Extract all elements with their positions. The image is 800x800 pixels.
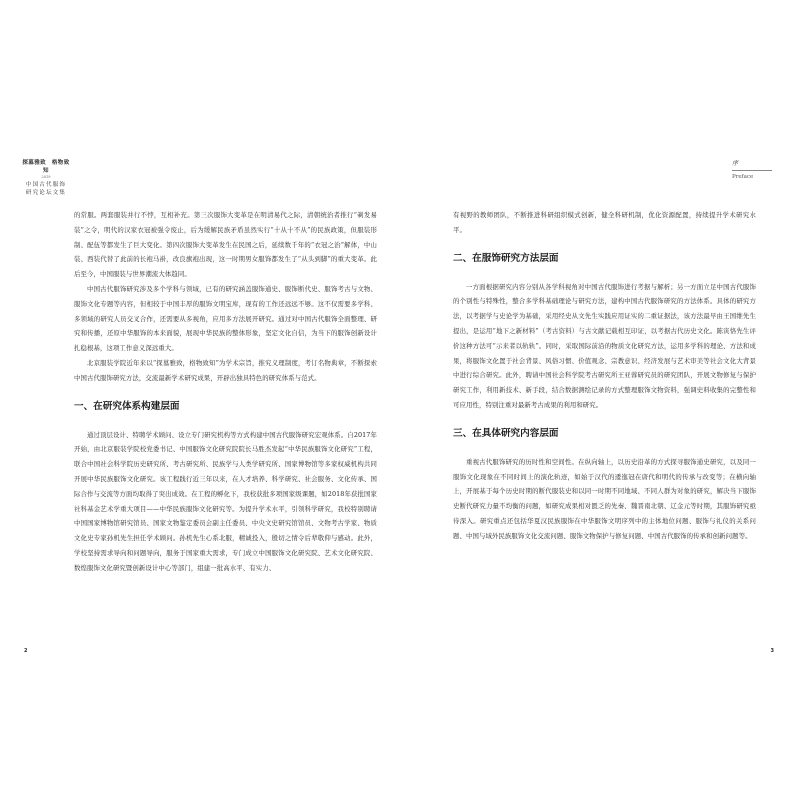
right-running-header — [732, 158, 772, 180]
right-text-column — [453, 208, 756, 544]
left-text-column — [74, 208, 377, 576]
paragraph: 通过顶层设计、特聘学术顾问、设立专门研究机构等方式构建中国古代服饰研究宏观体系。自2017年开始，由北京服装学院校党委书记、中国服饰文化研究院院长马胜杰发起“中华民族服饰文化研究”工程，联合中国社会科学院历史研究所、考古研究所、民族学与人类学研究所、国家博物馆等多家权威机构共同开展中华民族服饰文化研究。该工程践行近三年以来，在人才培养、科学研究、社会服务、文化传承、国际合作与交流等方面均取得了突出成效。在工程的孵化下，我校获批多项国家级课题，如2018年获批国家社科基金艺术学重大项目——中华民族服饰文化研究等。为提升学术水平，引领科学研究，我校特别聘请中国国家博物馆研究馆员、国家文物鉴定委员会副主任委员、中央文史研究馆馆员、文物考古学家、物质文化史专家孙机先生担任学术顾问。孙机先生心系北服，精诚投入，殷切之情令后辈敬仰与感动。此外，学校坚持需求导向和问题导向，服务于国家重大需求，专门成立中国服饰文化研究院、艺术文化研究院、数煌服饰文化研究暨创新设计中心等部门，组建一批高水平、有实力、 — [74, 430, 377, 572]
header-year: 2019 — [41, 175, 51, 179]
section-heading: 二、在服饰研究方法层面 — [453, 252, 559, 264]
header-book-title-2: 研究论坛文集 — [25, 190, 67, 196]
header-motto: 探墓雅致 格物致知 — [22, 160, 70, 174]
page-number: 3 — [770, 648, 774, 654]
right-page — [400, 140, 780, 665]
header-preface-en: Preface — [732, 174, 754, 180]
left-running-header — [20, 158, 72, 196]
header-book-title-1: 中国古代服饰 — [25, 182, 67, 188]
paragraph: 一方面根据研究内容分别从各学科视角对中国古代服饰进行考据与解析；另一方面立足中国古代服饰的个别性与特殊性，整合多学科基础理论与研究方法，建构中国古代服饰研究的方法体系。具体的研究方法，以考据学与史论学为基础，采用经史从文先生实践应用证实的二重证据法，该方法最早由王国维先生提出，是运用“地下之新材料”（考古资料）与古文献记载相互印证，以考据古代历史文化。陈寅恪先生评价这种方法可“示来者以轨轨”。同时，采取国际前沿的物质文化研究方法，运用多学科的理论、方法和成果，将服饰文化置于社会背景、风俗习惯、价值观念、宗教意识、经济发展与艺术审美等社会文化大背景中进行综合研究。此外，聘请中国社会科学院考古研究所王亚蓉研究员的研究团队，开展文物修复与保护研究工作，利用新技术、新手段，结合数据测绘记录的方式整理服饰文物资料，强调史料收集的完整性和可应用性，特别注重对最新考古成果的利用和研究。 — [453, 282, 756, 409]
paragraph: 有视野的教师团队，不断推进科研组织模式创新，健全科研机制，优化资源配置，持续提升学术研究水平。 — [453, 211, 756, 234]
section-heading: 三、在具体研究内容层面 — [453, 427, 559, 439]
page-number: 2 — [24, 648, 28, 654]
paragraph: 的常服。两套服装并行不悖，互相补充。第三次服饰大变革是在明清易代之际，清朝统治者推行“剃发易装”之令，明代的汉家衣冠被强令废止，后为缓解民族矛盾虽然实行“十从十不从”的民族政策，但服装形制、配伍等都发生了巨大变化。第四次服饰大变革发生在民国之后，延续数千年的“衣冠之治”解体，中山装、西装代替了此前的长袍马褂，改良旗袍出现，这一时期男女服饰都发生了“从头到脚”的重大变革。此后至今，中国服装与世界潮流大体趋同。 — [74, 211, 377, 279]
paragraph: 北京服装学院近年来以“探墓雅致，格物致知”为学术宗旨，推究义理制度，考订名物典章，不断探索中国古代服饰研究方法，交流最新学术研究成果，开辟出独具特色的研究体系与范式。 — [74, 358, 377, 382]
left-page — [20, 140, 400, 665]
section-heading: 一、在研究体系构建层面 — [74, 400, 180, 412]
paragraph: 中国古代服饰研究涉及多个学科与领域，已有的研究涵盖服饰通史、服饰断代史、服饰考古与文物、服饰文化专题等内容，但相较于中国丰厚的服饰文明宝库，现有的工作还远远不够。这不仅需要多学科、多领域的研究人员交叉合作，还需要从多视角，应用多方法展开研究。通过对中国古代服饰全面整理、研究和传播，还原中华服饰的本来面貌，展现中华民族的整体形象，坚定文化自信，为当下的服饰创新设计扎稳根基，这项工作意义深远重大。 — [74, 284, 377, 353]
header-preface-cn: 序 — [732, 158, 772, 171]
paragraph: 重视古代服饰研究的历时性和空间性。在纵向轴上，以历史沿革的方式探寻服饰通史研究，以及同一服饰文化现象在不同时间上的演化轨迹，如始于汉代的逶迤冠在唐代和明代的传承与改变等；在横向轴上，开展基于每个历史时期的断代服装史和以同一时期不同地域、不同人群为对象的研究，解决当下服饰史断代研究力量不均衡的问题，如研究成果相对匮乏的先秦、魏晋南北朝、辽金元等时期，其服饰研究亟待深入。研究重点还包括华夏汉民族服饰在中华服饰文明序列中的主体地位问题、服饰与礼仪的关系问题、中国与域外民族服饰文化交流问题、服饰文物保护与修复问题、中国古代服饰的传承和创新问题等。 — [453, 457, 756, 540]
